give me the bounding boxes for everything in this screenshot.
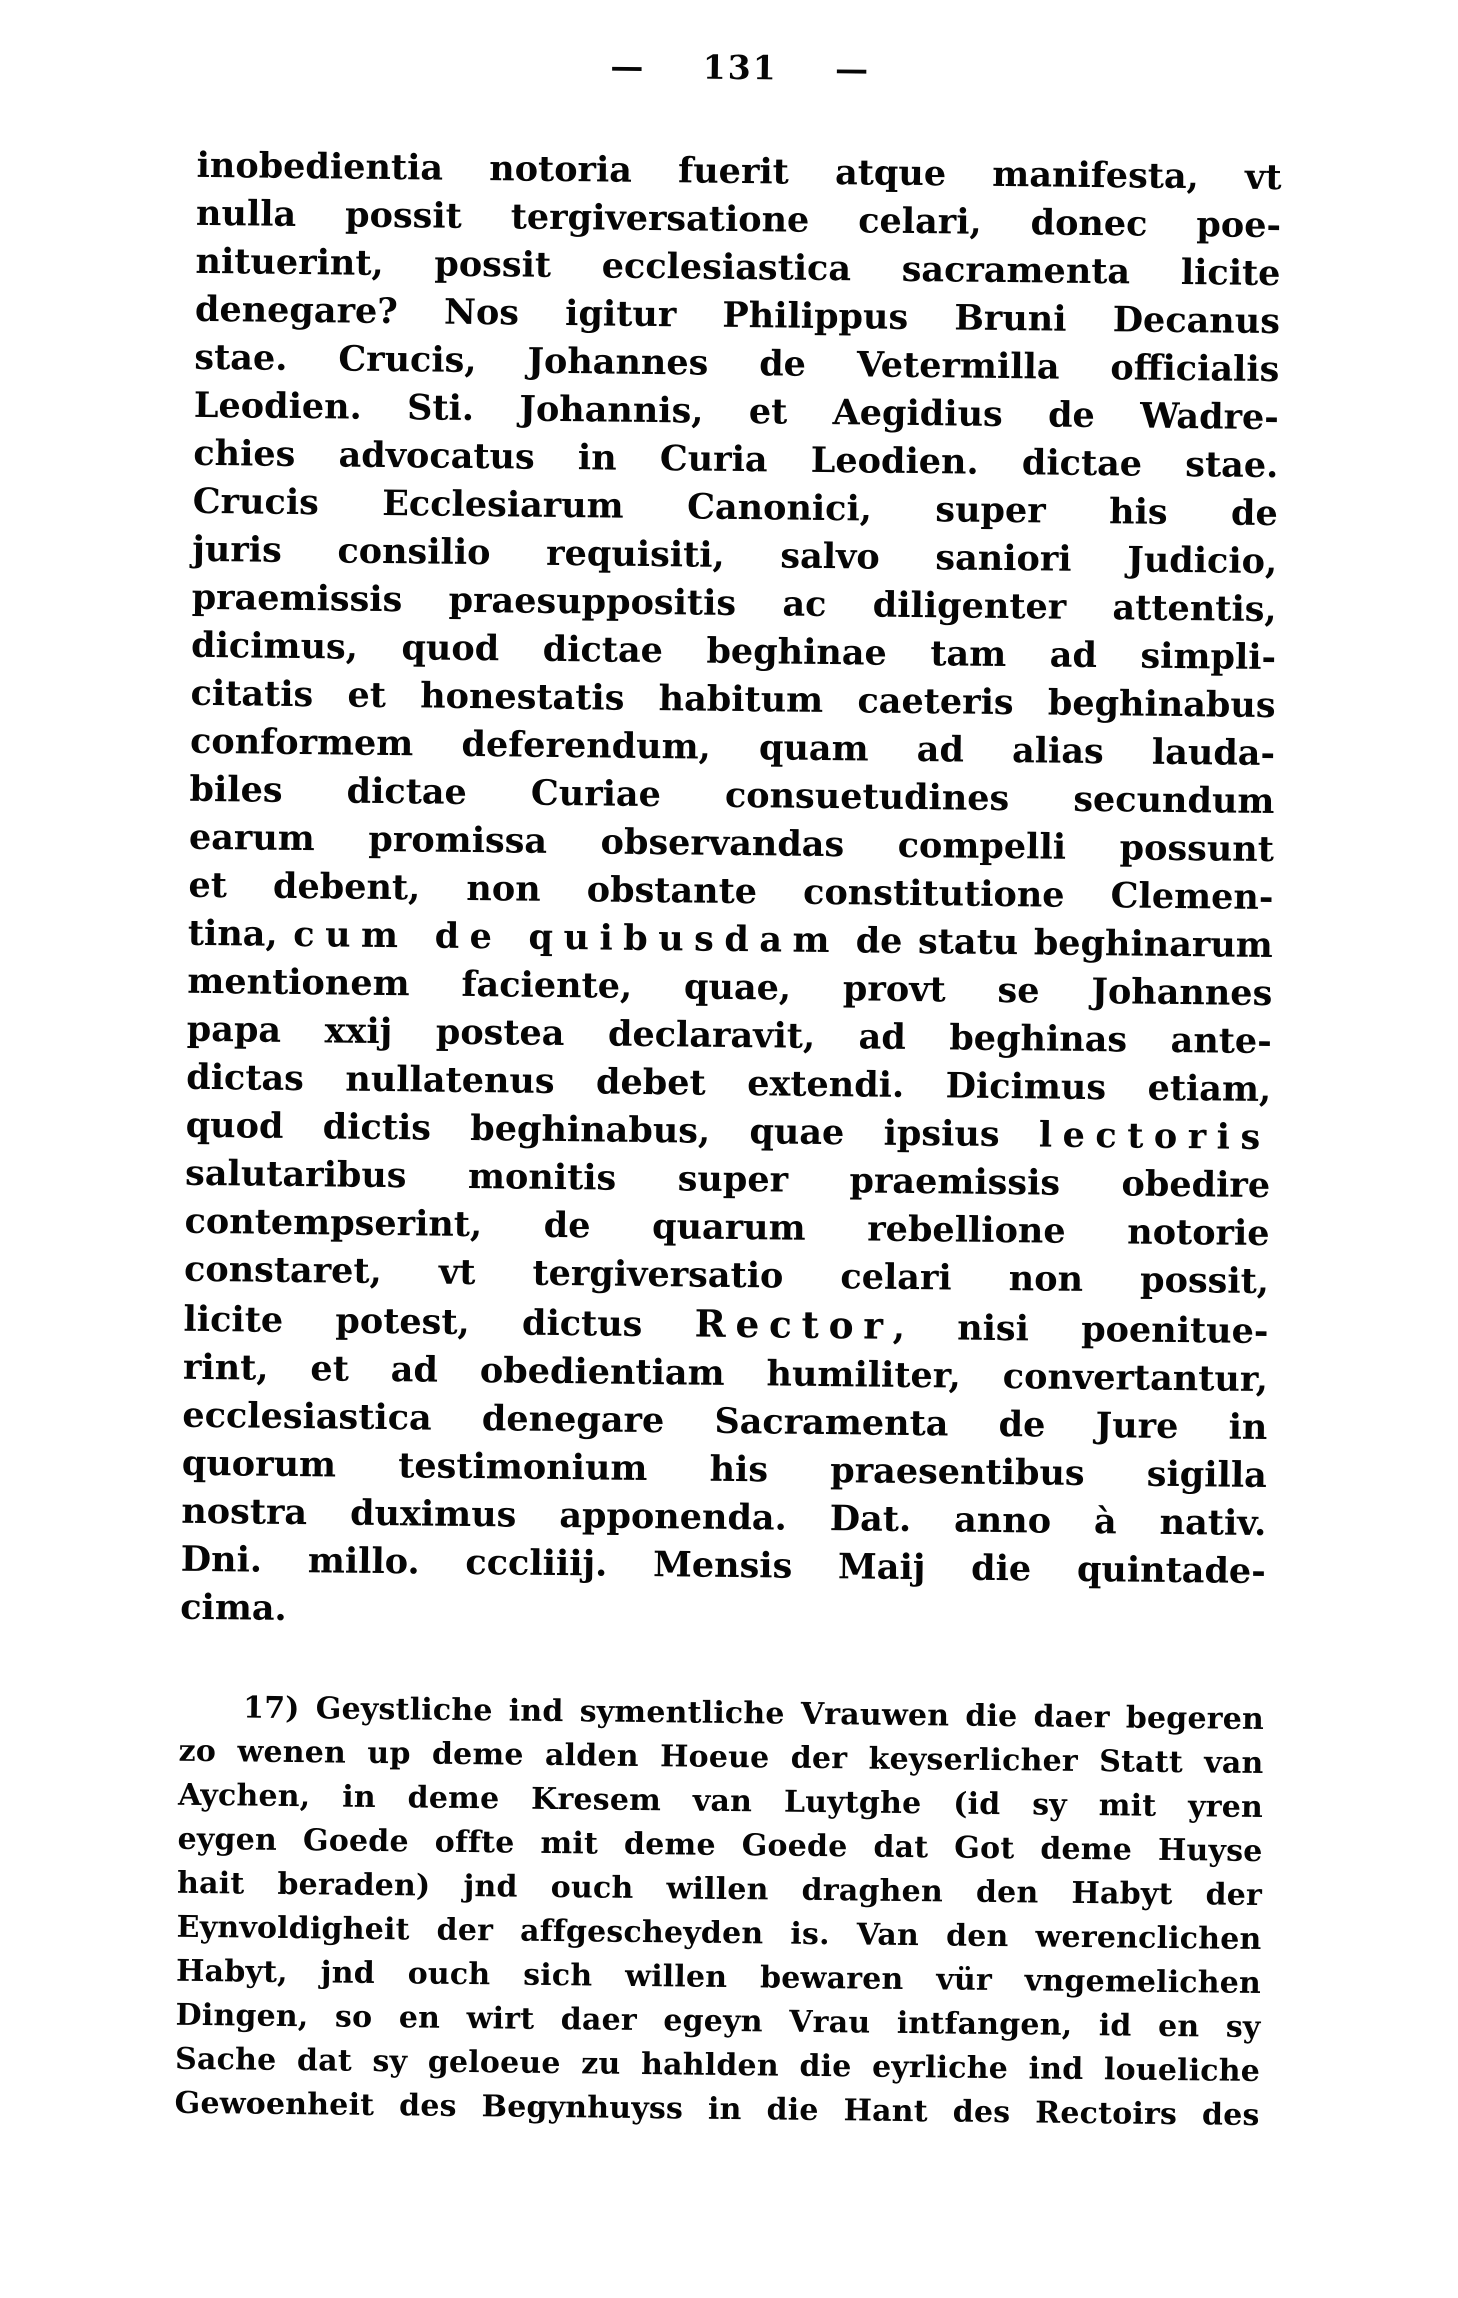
main-text-segment: Leodien. Sti. Johannis, et Aegidius de Wadre- bbox=[193, 384, 1280, 439]
main-text bbox=[180, 142, 1282, 1644]
main-text-segment: rint, et ad obedientiam humiliter, convertantur, bbox=[182, 1346, 1269, 1401]
main-text-segment: chies advocatus in Curia Leodien. dictae stae. bbox=[193, 432, 1279, 487]
main-text-segment: denegare? Nos igitur Philippus Bruni Decanus bbox=[194, 288, 1281, 343]
main-text-segment: nituerint, possit ecclesiastica sacramenta licite bbox=[195, 240, 1281, 295]
main-text-segment: dicimus, quod dictae beghinae tam ad simpli- bbox=[190, 624, 1277, 679]
main-text-segment: licite potest, dictus bbox=[183, 1298, 695, 1346]
page-content bbox=[174, 40, 1283, 2138]
main-text-segment: lectoris bbox=[1038, 1114, 1271, 1159]
footnote-segment: Gewoenheit des Begynhuyss in die Hant des Rectoirs des bbox=[174, 2085, 1260, 2134]
main-text-segment: Dni. millo. cccliiij. Mensis Maij die quintade- bbox=[180, 1538, 1266, 1593]
footnote-segment: Dingen, so en wirt daer egeyn Vrau intfangen, id en sy bbox=[175, 1997, 1261, 2046]
footnote-segment: Habyt, jnd ouch sich willen bewaren vür vngemelichen bbox=[175, 1953, 1262, 2002]
main-text-segment: , nisi poenitue- bbox=[892, 1306, 1269, 1353]
main-text-segment: stae. Crucis, Johannes de Vetermilla officialis bbox=[194, 336, 1280, 391]
main-text-segment: de statu beghinarum bbox=[839, 920, 1274, 967]
main-text-segment: papa xxij postea declaravit, ad beghinas ante- bbox=[186, 1008, 1272, 1063]
main-text-segment: Rector bbox=[694, 1301, 894, 1348]
main-text-segment: nostra duximus apponenda. Dat. anno à nativ. bbox=[181, 1490, 1267, 1545]
main-text-segment: inobedientia notoria fuerit atque manifesta, vt bbox=[196, 144, 1282, 199]
main-text-segment: earum promissa observandas compelli possunt bbox=[188, 816, 1275, 871]
footnote-segment: 17) Geystliche ind symentliche Vrauwen die daer begeren bbox=[242, 1690, 1265, 1738]
main-text-segment: juris consilio requisiti, salvo saniori Judicio, bbox=[192, 528, 1278, 583]
main-text-segment: quod dictis beghinabus, quae ipsius bbox=[185, 1104, 1040, 1156]
main-text-segment: nulla possit tergiversatione celari, donec poe- bbox=[195, 192, 1282, 247]
footnote-segment: Aychen, in deme Kresem van Luytghe (id sy mit yren bbox=[177, 1777, 1264, 1826]
footnote-segment: Eynvoldigheit der affgescheyden is. Van den werenclichen bbox=[176, 1909, 1262, 1958]
footnote-segment: Sache dat sy geloeue zu hahlden die eyrliche ind loueliche bbox=[174, 2041, 1261, 2090]
main-text-segment: et debent, non obstante constitutione Clemen- bbox=[188, 864, 1274, 919]
footnote-segment: eygen Goede offte mit deme Goede dat Got deme Huyse bbox=[177, 1821, 1263, 1870]
main-text-segment: constaret, vt tergiversatio celari non possit, bbox=[183, 1248, 1270, 1303]
main-text-segment: conformem deferendum, quam ad alias lauda- bbox=[189, 720, 1276, 775]
main-text-segment: contempserint, de quarum rebellione notorie bbox=[184, 1200, 1270, 1255]
main-text-segment: praemissis praesuppositis ac diligenter attentis, bbox=[191, 576, 1277, 631]
main-text-segment: cum de quibusdam bbox=[293, 913, 841, 962]
main-text-segment: ecclesiastica denegare Sacramenta de Jure in bbox=[182, 1394, 1268, 1449]
main-text-segment: quorum testimonium his praesentibus sigilla bbox=[181, 1442, 1268, 1497]
main-text-segment: salutaribus monitis super praemissis obedire bbox=[184, 1152, 1271, 1207]
main-text-segment: mentionem faciente, quae, provt se Johannes bbox=[187, 960, 1273, 1015]
page-number: — 131 — bbox=[610, 46, 871, 89]
main-text-segment: Crucis Ecclesiarum Canonici, super his de bbox=[192, 480, 1278, 535]
footnote-segment: zo wenen up deme alden Hoeue der keyserlicher Statt van bbox=[178, 1733, 1264, 1782]
footnote-segment: hait beraden) jnd ouch willen draghen den Habyt der bbox=[176, 1865, 1263, 1914]
main-text-segment: citatis et honestatis habitum caeteris beghinabus bbox=[190, 672, 1276, 727]
footnote bbox=[174, 1686, 1264, 2138]
main-text-segment: cima. bbox=[180, 1586, 287, 1629]
main-text-segment: biles dictae Curiae consuetudines secundum bbox=[189, 768, 1275, 823]
main-text-segment: dictas nullatenus debet extendi. Dicimus etiam, bbox=[186, 1056, 1272, 1111]
main-text-segment: tina, bbox=[187, 912, 294, 955]
